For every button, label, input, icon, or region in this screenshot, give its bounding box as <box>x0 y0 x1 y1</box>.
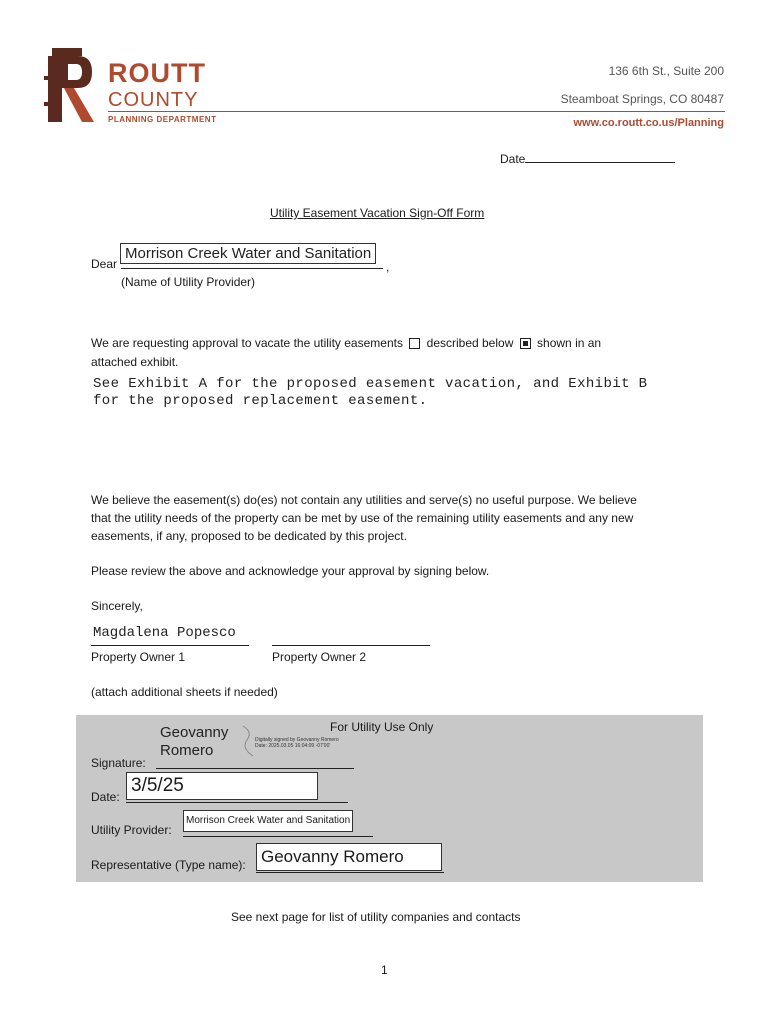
described-below-checkbox[interactable] <box>409 338 420 349</box>
routt-county-logo-icon <box>44 46 96 126</box>
footer-note: See next page for list of utility companies and contacts <box>231 910 521 924</box>
described-below-label: described below <box>426 336 514 350</box>
description-line-2[interactable]: for the proposed replacement easement. <box>93 393 428 409</box>
exhibit-checkbox[interactable] <box>520 338 531 349</box>
provider-label-utility: Utility Provider: <box>91 823 172 837</box>
attach-note: (attach additional sheets if needed) <box>91 685 278 699</box>
dear-underline <box>121 268 383 269</box>
representative-line <box>256 872 444 873</box>
dear-comma: , <box>386 260 390 274</box>
form-title: Utility Easement Vacation Sign-Off Form <box>270 206 485 220</box>
exhibit-label: shown in an <box>537 336 602 350</box>
utility-provider-line <box>183 836 373 837</box>
paragraph-line-1: We believe the easement(s) do(es) not contain any utilities and serve(s) no useful purpose. We believe <box>91 493 637 507</box>
header-divider <box>108 111 725 112</box>
utility-provider-input[interactable]: Morrison Creek Water and Sanitation <box>120 243 376 264</box>
utility-date-input[interactable]: 3/5/25 <box>126 772 318 800</box>
address-line-1: 136 6th St., Suite 200 <box>608 64 724 78</box>
dear-label: Dear <box>91 257 118 271</box>
owner-2-line[interactable] <box>272 645 430 646</box>
request-continuation: attached exhibit. <box>91 355 179 369</box>
utility-section-title: For Utility Use Only <box>330 720 434 734</box>
digital-signature-line-2: Date: 2025.03.05 16:04:09 -07'00' <box>255 743 331 749</box>
page-number: 1 <box>381 963 388 977</box>
signer-name-line-1[interactable]: Geovanny <box>160 724 229 741</box>
utility-provider-field[interactable]: Morrison Creek Water and Sanitation <box>183 810 353 832</box>
logo-title: ROUTT <box>108 58 206 88</box>
owner-1-signature[interactable]: Magdalena Popesco <box>93 625 236 641</box>
owner-1-line <box>91 645 249 646</box>
provider-hint: (Name of Utility Provider) <box>121 275 256 289</box>
description-line-1[interactable]: See Exhibit A for the proposed easement vacation, and Exhibit B <box>93 376 648 392</box>
logo-department: PLANNING DEPARTMENT <box>108 115 217 124</box>
paragraph-line-2: that the utility needs of the property can be met by use of the remaining utility easements and any new <box>91 511 634 525</box>
digital-signature-line-1: Digitally signed by Geovanny Romero <box>255 737 339 743</box>
sincerely-text: Sincerely, <box>91 599 143 613</box>
date-label: Date <box>500 152 526 166</box>
logo-subtitle: COUNTY <box>108 89 199 111</box>
date-field[interactable] <box>500 152 675 166</box>
signature-line <box>156 768 354 769</box>
utility-date-line <box>126 802 348 803</box>
request-text: We are requesting approval to vacate the utility easements <box>91 336 403 350</box>
paragraph-line-3: easements, if any, proposed to be dedicated by this project. <box>91 529 407 543</box>
request-line <box>91 336 601 350</box>
review-text: Please review the above and acknowledge your approval by signing below. <box>91 564 490 578</box>
representative-input[interactable]: Geovanny Romero <box>256 843 442 871</box>
website-link[interactable]: www.co.routt.co.us/Planning <box>573 117 724 129</box>
owner-2-label: Property Owner 2 <box>272 650 367 664</box>
date-label-utility: Date: <box>91 790 120 804</box>
representative-label: Representative (Type name): <box>91 858 246 872</box>
address-line-2: Steamboat Springs, CO 80487 <box>560 92 724 106</box>
signer-name-line-2[interactable]: Romero <box>160 742 214 759</box>
owner-1-label: Property Owner 1 <box>91 650 186 664</box>
date-line[interactable] <box>525 161 675 163</box>
signature-label: Signature: <box>91 756 146 770</box>
